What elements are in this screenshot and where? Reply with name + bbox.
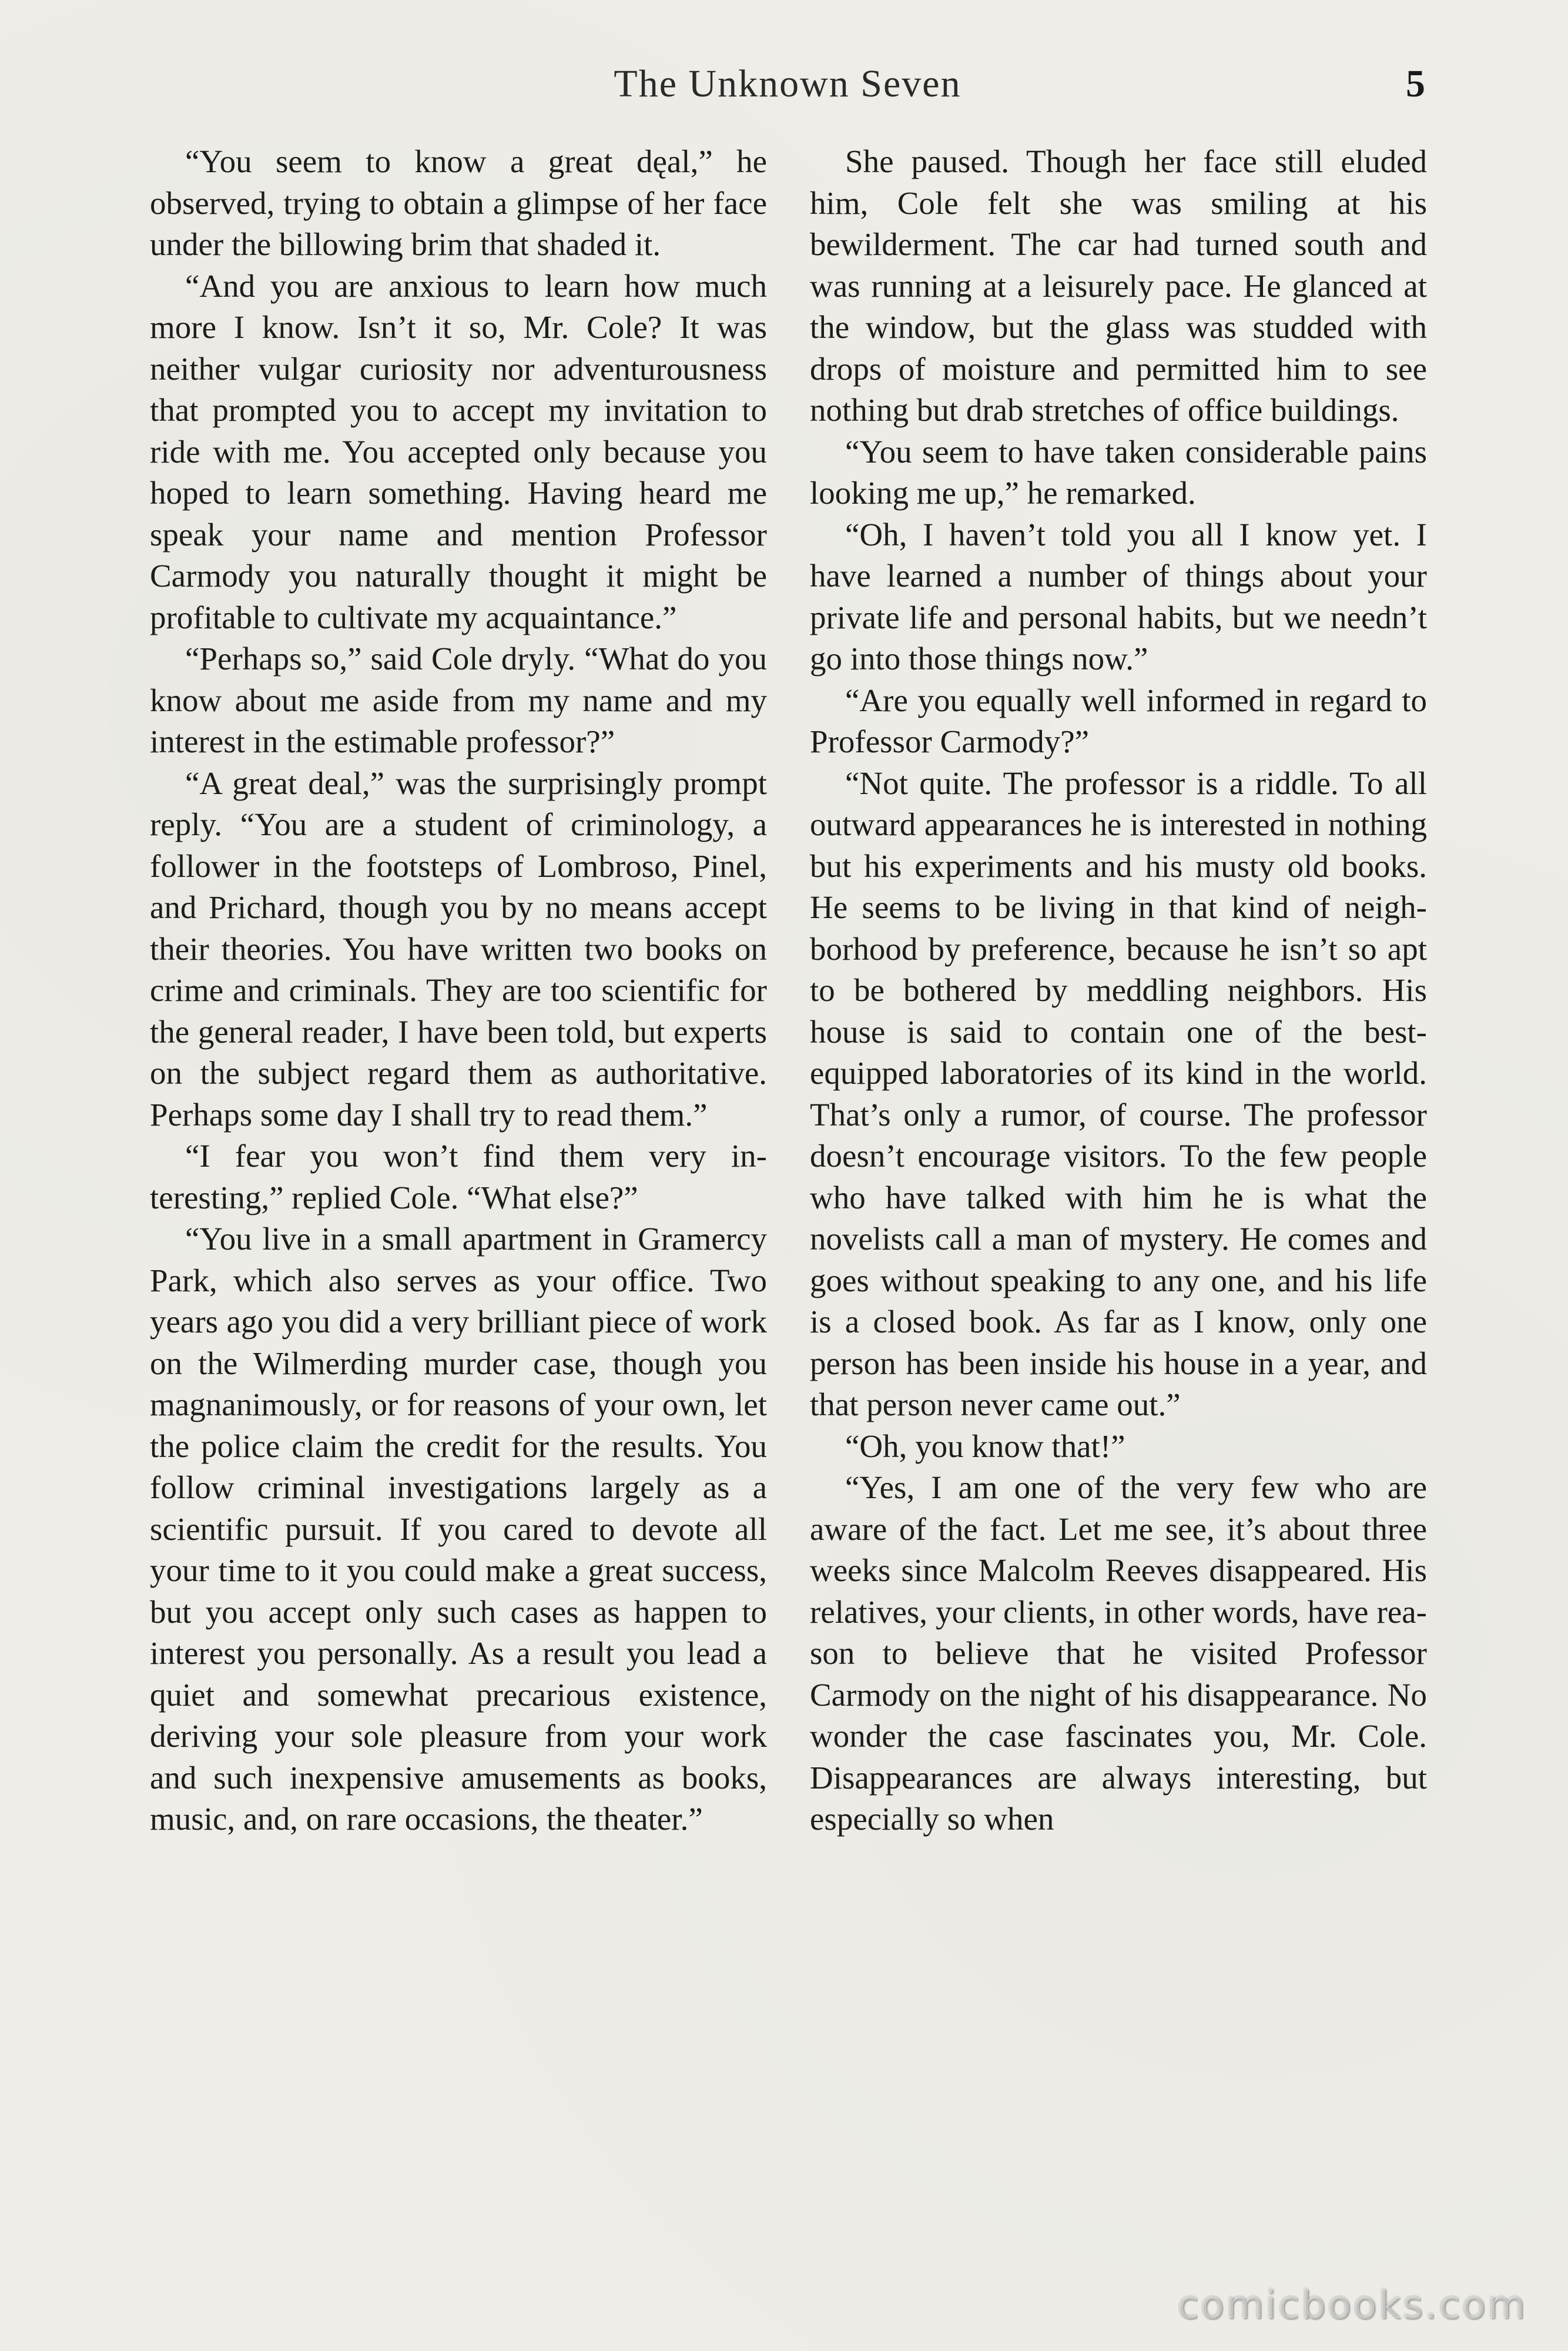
paragraph: “And you are anxious to learn how much more I know. Isn’t it so, Mr. Cole? It was neither vulgar curiosity nor adventurousness that prompted you to accept my invitation to ride with me. You accepted only because you hoped to learn something. Having heard me speak your name and mention Professor Carmody you naturally thought it might be profitable to cultivate my acquaintance.”: [150, 267, 767, 635]
paragraph: “Perhaps so,” said Cole dryly. “What do you know about me aside from my name and my interest in the estimable professor?”: [150, 641, 767, 759]
paragraph: “Oh, I haven’t told you all I know yet. I have learned a number of things about your private life and personal habits, but we needn’t go into those things now.”: [810, 516, 1427, 677]
paragraph: She paused. Though her face still eluded him, Cole felt she was smiling at his bewilderment. The car had turned south and was running at a leisurely pace. He glanced at the window, but the glass was studded with drops of moisture and permitted him to see nothing but drab stretches of office buildings.: [810, 143, 1427, 428]
paragraph: “You seem to know a great dęal,” he observed, trying to obtain a glimpse of her face under the billowing brim that shaded it.: [150, 143, 767, 262]
paragraph: “A great deal,” was the surprisingly prompt reply. “You are a student of criminology, a follower in the footsteps of Lombroso, Pinel, and Prichard, though you by no means accept their theories. You have written two books on crime and criminals. They are too scientific for the general reader, I have been told, but experts on the subject regard them as authoritative. Perhaps some day I shall try to read them.”: [150, 765, 767, 1133]
watermark: comicbooks.com: [1177, 2282, 1527, 2327]
paragraph: “Are you equally well informed in regard to Professor Carmody?”: [810, 682, 1427, 759]
right-column: [810, 141, 1427, 1840]
page-number: 5: [1406, 62, 1425, 105]
paragraph: “Oh, you know that!”: [845, 1428, 1125, 1464]
paragraph: “Yes, I am one of the very few who are aware of the fact. Let me see, it’s about three weeks since Malcolm Reeves disappeared. His relatives, your clients, in other words, have reason to believe that he visited Professor Carmody on the night of his disappearance. No wonder the case fascinates you, Mr. Cole. Disappearances are always interesting, but especially so when: [810, 1469, 1427, 1837]
running-head: [150, 62, 1425, 109]
paragraph: “Not quite. The professor is a riddle. To all outward appearances he is interested in nothing but his experiments and his musty old books. He seems to be living in that kind of neighborhood by preference, because he isn’t so apt to be bothered by meddling neighbors. His house is said to contain one of the best-equipped laboratories of its kind in the world. That’s only a rumor, of course. The professor doesn’t encourage visitors. To the few people who have talked with him he is what the novelists call a man of mystery. He comes and goes without speaking to any one, and his life is a closed book. As far as I know, only one person has been inside his house in a year, and that person never came out.”: [810, 765, 1427, 1422]
running-title: The Unknown Seven: [614, 62, 961, 105]
left-column: [150, 141, 767, 1840]
paragraph: “I fear you won’t find them very interesting,” replied Cole. “What else?”: [150, 1138, 767, 1215]
paragraph: “You seem to have taken considerable pains looking me up,” he remarked.: [810, 433, 1427, 511]
paragraph: “You live in a small apartment in Gramercy Park, which also serves as your office. Two years ago you did a very brilliant piece of work on the Wilmerding murder case, though you magnanimously, or for reasons of your own, let the police claim the credit for the results. You follow criminal investigations largely as a scientific pursuit. If you cared to devote all your time to it you could make a great success, but you accept only such cases as happen to interest you personally. As a result you lead a quiet and somewhat precarious existence, deriving your sole pleasure from your work and such inexpensive amusements as books, music, and, on rare occasions, the theater.”: [150, 1221, 767, 1837]
